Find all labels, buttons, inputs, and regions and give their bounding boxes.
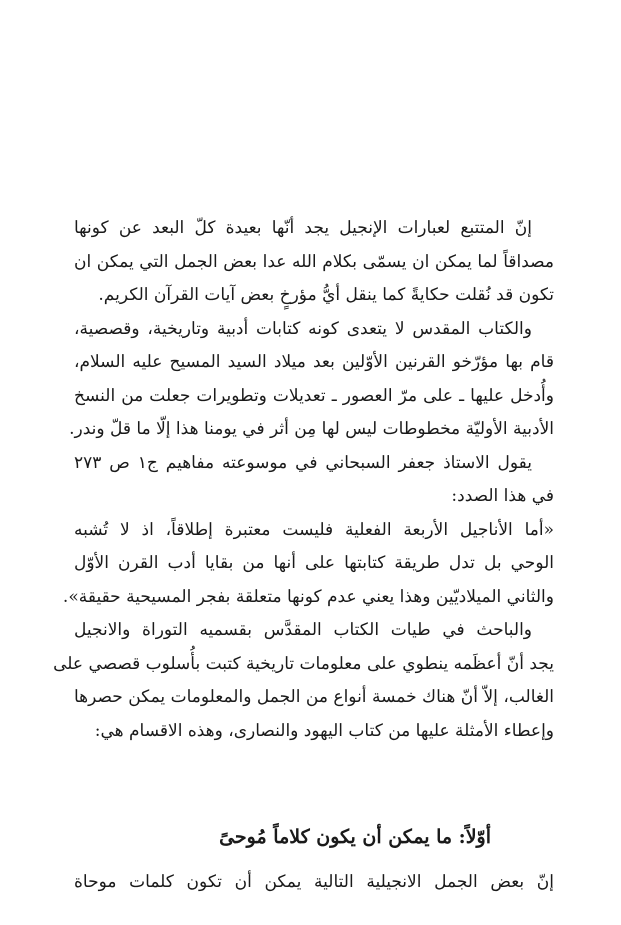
text-line: يجد أنّ أعظَمه ينطوي على معلومات تاريخية كتبت بأُسلوب قصصي على [53, 653, 554, 674]
text-line: وإعطاء الأمثلة عليها من كتاب اليهود والنصارى، وهذه الاقسام هي: [94, 720, 554, 741]
text-line: تكون قد نُقلت حكايةً كما ينقل أيُّ مؤرخٍ بعض آيات القرآن الكريم. [98, 285, 554, 305]
text-line: في هذا الصدد: [451, 486, 554, 506]
text-line: والكتاب المقدس لا يتعدى كونه كتابات أدبية وتاريخية، وقصصية، [74, 318, 532, 339]
text-line: الغالب، إلاّ أنّ هناك خمسة أنواع من الجمل والمعلومات يمكن حصرها [74, 687, 554, 707]
section-heading: أوّلاً: ما يمكن أن يكون كلاماً مُوحىً [219, 826, 491, 848]
text-line: يقول الاستاذ جعفر السبحاني في موسوعته مفاهيم ج١ ص ٢٧٣ [74, 452, 532, 473]
text-line: إنّ المتتبع لعبارات الإنجيل يجد أنّها بعيدة كلّ البعد عن كونها [74, 218, 532, 238]
text-line: مصداقاً لما يمكن ان يسمّى بكلام الله عدا بعض الجمل التي يمكن ان [74, 251, 554, 272]
text-line: وأُدخل عليها ـ على مرّ العصور ـ تعديلات وتطويرات جعلت من النسخ [74, 385, 554, 406]
body-text [53, 212, 554, 748]
text-line: والباحث في طيات الكتاب المقدَّس بقسميه التوراة والانجيل [74, 620, 532, 640]
quote-line: «أما الأناجيل الأربعة الفعلية فليست معتبرة إطلاقاً، اذ لا تُشبه [74, 519, 554, 540]
quote-line: الوحي بل تدل طريقة كتابتها على أنها من بقايا أدب القرن الأوّل [74, 553, 554, 573]
text-line: قام بها مؤرّخو القرنين الأوّلين بعد ميلاد السيد المسيح عليه السلام، [74, 352, 554, 372]
quote-line: والثاني الميلاديّين وهذا يعني عدم كونها متعلقة بفجر المسيحية حقيقة». [62, 586, 554, 607]
text-line: إنّ بعض الجمل الانجيلية التالية يمكن أن تكون كلمات موحاة [74, 872, 554, 892]
text-line: الأدبية الأوليّة مخطوطات ليس لها مِن أثر في يومنا هذا إلّا ما قلّ وندر. [69, 419, 554, 439]
